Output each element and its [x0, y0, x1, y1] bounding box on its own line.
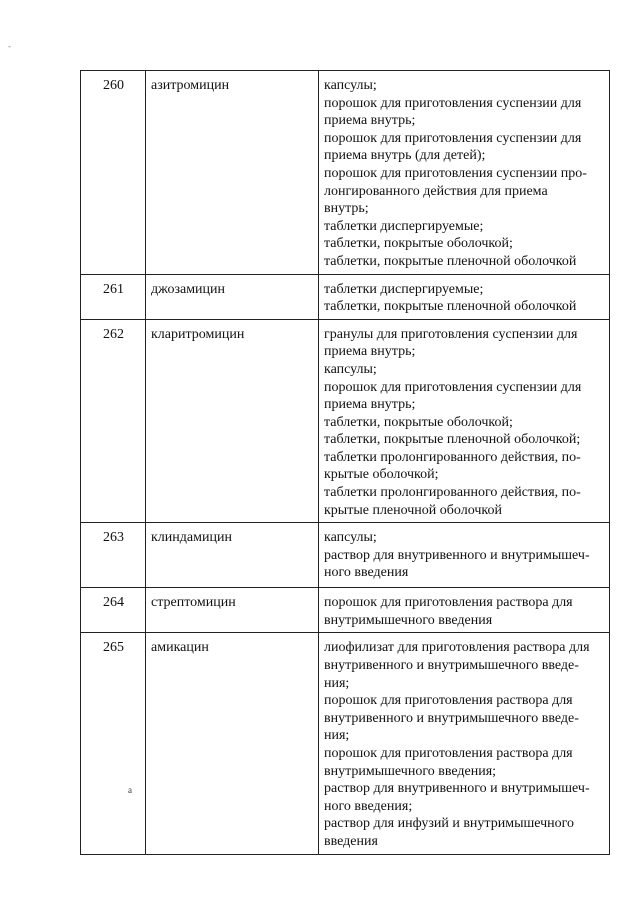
dosage-form: капсулы;	[324, 530, 377, 546]
dosage-form: таблетки, покрытые пленочной оболочкой	[324, 299, 577, 315]
dosage-form: таблетки, покрытые оболочкой;	[324, 236, 513, 252]
dosage-form: порошок для приготовления суспензии про- лонгированного действия для приема внутрь;	[324, 165, 587, 217]
table-row	[81, 274, 610, 319]
dosage-forms	[319, 319, 610, 523]
drug-name: азитромицин	[146, 71, 319, 275]
table-row	[81, 588, 610, 633]
table-row	[81, 633, 610, 854]
dosage-form: таблетки пролонгированного действия, по- крытые пленочной оболочкой	[324, 485, 581, 518]
row-number: 265	[81, 633, 146, 854]
row-number: 263	[81, 523, 146, 588]
dosage-form: порошок для приготовления суспензии для приема внутрь;	[324, 379, 582, 413]
dosage-form: порошок для приготовления суспензии для приема внутрь (для детей);	[324, 130, 582, 164]
drug-list-table	[80, 70, 610, 855]
row-number: 260	[81, 71, 146, 275]
drug-name: амикацин	[146, 633, 319, 854]
page-corner-mark: -	[8, 41, 11, 51]
dosage-forms	[319, 588, 610, 633]
dosage-form: таблетки диспергируемые;	[324, 281, 484, 297]
drug-name: джозамицин	[146, 274, 319, 319]
drug-name: клиндамицин	[146, 523, 319, 588]
dosage-form: таблетки диспергируемые;	[324, 218, 484, 234]
dosage-forms	[319, 274, 610, 319]
scan-artifact-mark: a	[128, 785, 132, 795]
dosage-form: капсулы;	[324, 361, 377, 377]
dosage-form: раствор для внутривенного и внутримышеч- ного введения	[324, 547, 590, 581]
table-row	[81, 523, 610, 588]
dosage-form: таблетки, покрытые пленочной оболочкой	[324, 253, 577, 269]
dosage-forms	[319, 523, 610, 588]
dosage-form: капсулы;	[324, 78, 377, 93]
row-number: 264	[81, 588, 146, 633]
row-number: 262	[81, 319, 146, 523]
drug-name: кларитромицин	[146, 319, 319, 523]
dosage-form: гранулы для приготовления суспензии для приема внутрь;	[324, 326, 578, 360]
dosage-form: лиофилизат для приготовления раствора для внутривенного и внутримышечного введе- ния;	[324, 640, 590, 691]
table-row	[81, 71, 610, 275]
dosage-form: порошок для приготовления раствора для внутримышечного введения;	[324, 746, 573, 779]
table-row	[81, 319, 610, 523]
dosage-form: порошок для приготовления раствора для внутримышечного введения	[324, 595, 573, 628]
dosage-forms	[319, 633, 610, 854]
dosage-form: таблетки, покрытые оболочкой;	[324, 414, 513, 430]
dosage-form: порошок для приготовления раствора для внутривенного и внутримышечного введе- ния;	[324, 693, 579, 744]
drug-name: стрептомицин	[146, 588, 319, 633]
dosage-forms	[319, 71, 610, 275]
row-number: 261	[81, 274, 146, 319]
dosage-form: порошок для приготовления суспензии для приема внутрь;	[324, 95, 582, 129]
dosage-form: таблетки пролонгированного действия, по- крытые оболочкой;	[324, 449, 581, 483]
dosage-form: раствор для внутривенного и внутримышеч- ного введения;	[324, 781, 590, 814]
dosage-form: раствор для инфузий и внутримышечного введения	[324, 816, 575, 849]
dosage-form: таблетки, покрытые пленочной оболочкой;	[324, 432, 581, 448]
